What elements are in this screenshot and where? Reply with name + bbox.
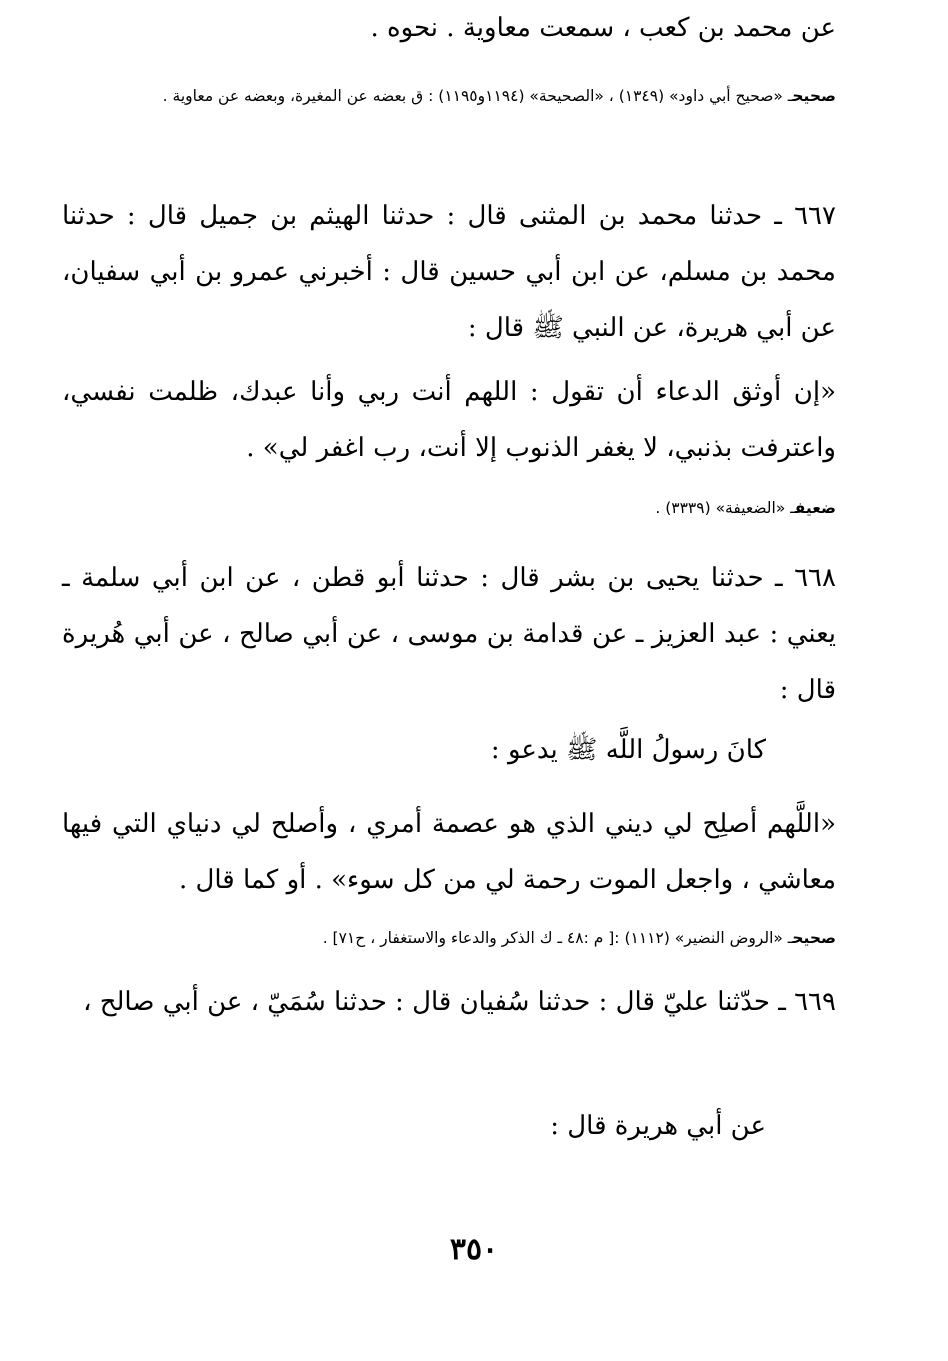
hadith-number: ٦٦٨: [794, 563, 836, 593]
hadith-number: ٦٦٧: [794, 201, 836, 231]
hadith-isnad: ـ حدّثنا عليّ قال : حدثنا سُفيان قال : حدثنا سُمَيّ ، عن أبي صالح ،: [83, 987, 786, 1017]
hadith-intro: عن أبي هريرة قال :: [550, 1111, 766, 1141]
footnote-text: ـ «صحيح أبي داود» (١٣٤٩) ، «الصحيحة» (١١٩٤و١١٩٥) : ق بعضه عن المغيرة، وبعضه عن معاوية .: [162, 87, 793, 105]
hadith-number: ٦٦٩: [794, 987, 836, 1017]
hadith-667-quote: [62, 364, 836, 476]
page-number: ٣٥٠: [449, 1232, 499, 1267]
footnote-grading-1: [62, 82, 836, 110]
grade-label: صحيح: [792, 87, 836, 105]
grade-label: ضعيف: [794, 499, 836, 517]
hadith-matn: «إن أوثق الدعاء أن تقول : اللهم أنت ربي وأنا عبدك، ظلمت نفسي، واعترفت بذنبي، لا يغفر الذنوب إلا أنت، رب اغفر لي» .: [62, 377, 836, 463]
hadith-669: [62, 974, 836, 1030]
hadith-667: [62, 188, 836, 356]
paragraph-continuation: [62, 0, 836, 56]
hadith-isnad: ـ حدثنا يحيى بن بشر قال : حدثنا أبو قطن ، عن ابن أبي سلمة ـ يعني : عبد العزيز ـ عن قدامة بن موسى ، عن أبي صالح ، عن أبي هُريرة قال :: [62, 563, 836, 705]
grade-label: صحيح: [792, 929, 836, 947]
footnote-text: ـ «الضعيفة» (٣٣٣٩) .: [655, 499, 795, 517]
hadith-matn: «اللَّهم أصلِح لي ديني الذي هو عصمة أمري ، وأصلح لي دنياي التي فيها معاشي ، واجعل الموت رحمة لي من كل سوء» . أو كما قال .: [62, 809, 836, 895]
footnote-grading-3: [62, 924, 836, 952]
hadith-668-intro: [62, 722, 836, 778]
hadith-isnad: ـ حدثنا محمد بن المثنى قال : حدثنا الهيثم بن جميل قال : حدثنا محمد بن مسلم، عن ابن أبي حسين قال : أخبرني عمرو بن أبي سفيان، عن أبي هريرة، عن النبي ﷺ قال :: [62, 201, 836, 343]
hadith-intro: كانَ رسولُ اللَّه ﷺ يدعو :: [490, 735, 766, 765]
hadith-668: [62, 550, 836, 718]
paragraph-text: عن محمد بن كعب ، سمعت معاوية . نحوه .: [370, 13, 836, 43]
footnote-text: ـ «الروض النضير» (١١١٢) :[ م :٤٨ ـ ك الذكر والدعاء والاستغفار ، ح٧١] .: [322, 929, 793, 947]
footnote-grading-2: [62, 494, 836, 522]
hadith-668-quote: [62, 796, 836, 908]
hadith-669-intro: [62, 1098, 836, 1154]
